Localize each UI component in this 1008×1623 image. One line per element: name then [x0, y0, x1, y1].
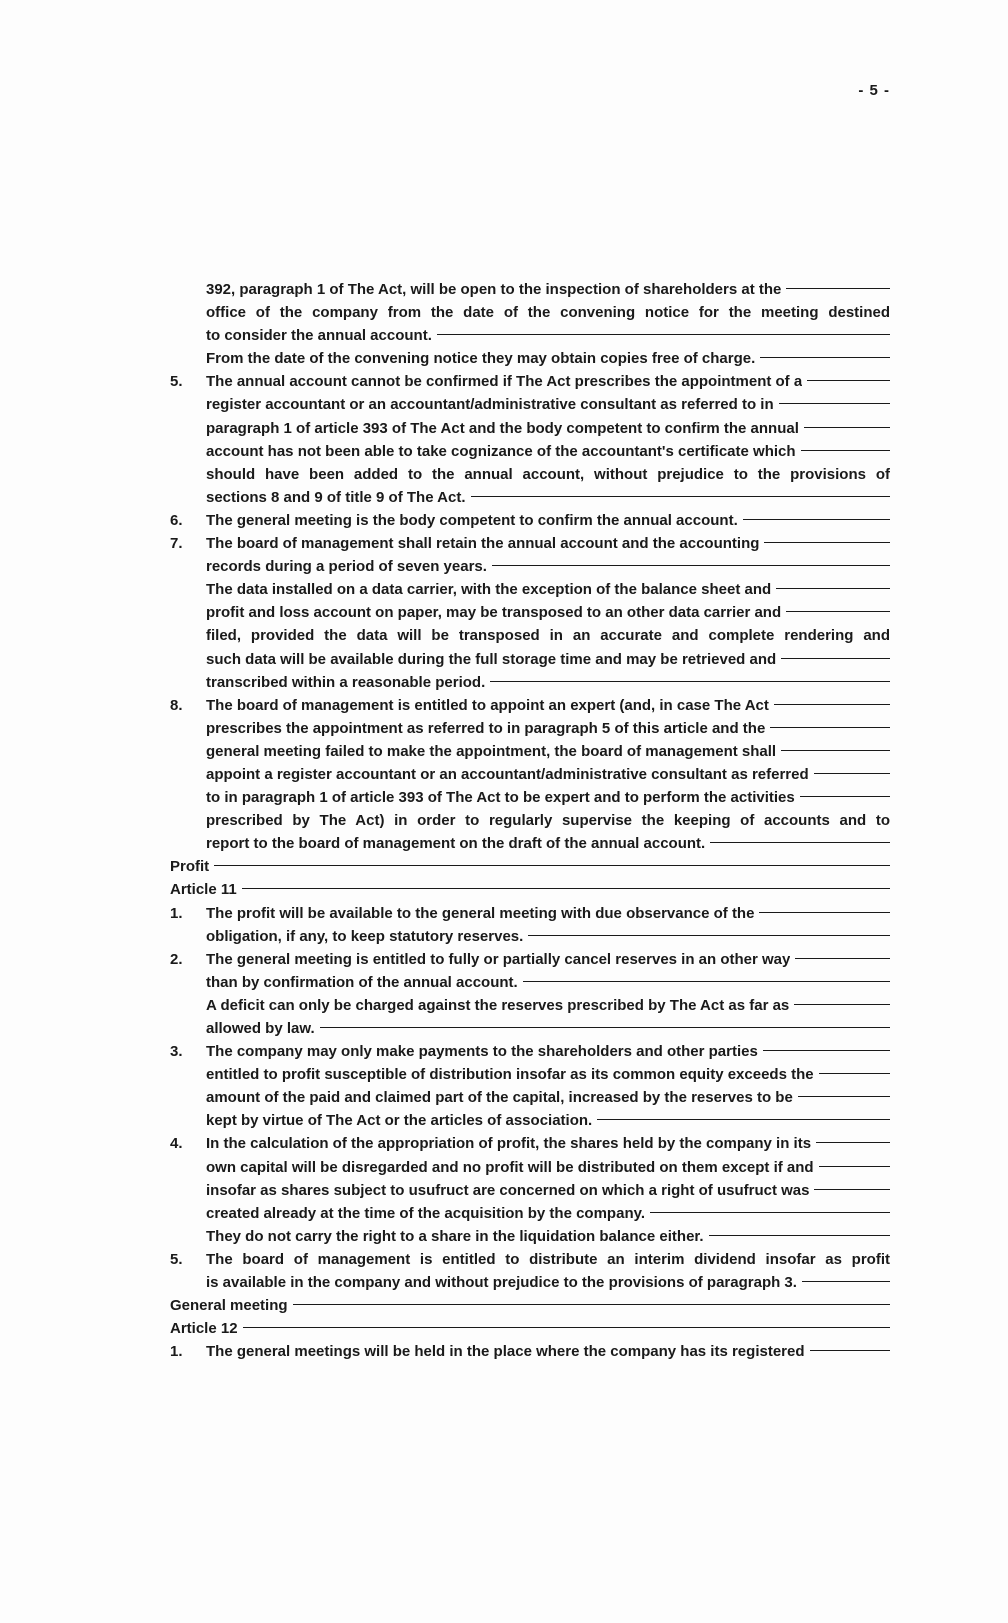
line-text: They do not carry the right to a share in the liquidation balance either. — [206, 1227, 704, 1245]
text-line — [170, 809, 890, 832]
text-line — [170, 1225, 890, 1248]
fill-rule — [759, 912, 890, 913]
text-line — [170, 532, 890, 555]
line-text: 392, paragraph 1 of The Act, will be open to the inspection of shareholders at the — [206, 281, 782, 298]
fill-rule — [800, 796, 890, 797]
text-line — [170, 832, 890, 855]
text-line — [170, 717, 890, 740]
fill-rule — [242, 888, 890, 889]
text-line — [170, 1202, 890, 1225]
line-text: From the date of the convening notice they may obtain copies free of charge. — [206, 350, 756, 368]
line-text: amount of the paid and claimed part of the capital, increased by the reserves to be — [206, 1089, 793, 1107]
line-text: to consider the annual account. — [206, 327, 432, 345]
line-text: such data will be available during the full storage time and may be retrieved and — [206, 650, 777, 668]
line-text: transcribed within a reasonable period. — [206, 673, 486, 691]
paragraph-number: 8. — [170, 696, 183, 714]
line-text: In the calculation of the appropriation of profit, the shares held by the company in its — [206, 1135, 812, 1153]
fill-rule — [786, 611, 890, 612]
text-line — [170, 324, 890, 347]
line-text: general meeting failed to make the appointment, the board of management shall — [206, 742, 777, 760]
paragraph-number: 3. — [170, 1043, 183, 1061]
text-line — [170, 1040, 890, 1063]
heading-text: Article 11 — [170, 881, 237, 899]
line-text: sections 8 and 9 of title 9 of The Act. — [206, 488, 466, 506]
text-line — [170, 278, 890, 301]
text-line — [170, 1179, 890, 1202]
fill-rule — [320, 1027, 890, 1028]
fill-rule — [814, 773, 890, 774]
fill-rule — [819, 1073, 890, 1074]
line-text: The board of management is entitled to distribute an interim dividend insofar as profit — [206, 1250, 890, 1268]
fill-rule — [471, 496, 891, 497]
page-number: - 5 - — [858, 82, 890, 99]
line-text: The board of management shall retain the annual account and the accounting — [206, 535, 760, 553]
text-line — [170, 763, 890, 786]
text-line — [170, 509, 890, 532]
paragraph-number: 7. — [170, 535, 183, 553]
line-text: entitled to profit susceptible of distribution insofar as its common equity exceeds the — [206, 1066, 814, 1084]
fill-rule — [781, 750, 890, 751]
line-text: created already at the time of the acquisition by the company. — [206, 1204, 645, 1222]
line-text: should have been added to the annual account, without prejudice to the provisions of — [206, 465, 890, 483]
fill-rule — [214, 865, 890, 866]
fill-rule — [810, 1350, 890, 1351]
line-text: paragraph 1 of article 393 of The Act and the body competent to confirm the annual — [206, 419, 799, 437]
line-text: office of the company from the date of the convening notice for the meeting destined — [206, 304, 890, 322]
paragraph-number: 5. — [170, 373, 183, 391]
fill-rule — [774, 704, 890, 705]
text-line — [170, 786, 890, 809]
fill-rule — [760, 357, 890, 358]
text-line — [170, 370, 890, 393]
fill-rule — [437, 334, 890, 335]
fill-rule — [743, 519, 890, 520]
line-text: filed, provided the data will be transposed in an accurate and complete rendering and — [206, 627, 890, 645]
fill-rule — [597, 1119, 890, 1120]
text-line — [170, 1340, 890, 1363]
text-line — [170, 694, 890, 717]
section-heading — [170, 878, 890, 901]
section-heading — [170, 1294, 890, 1317]
line-text: The general meeting is the body competent to confirm the annual account. — [206, 511, 738, 529]
text-line — [170, 1248, 890, 1271]
line-text: The board of management is entitled to appoint an expert (and, in case The Act — [206, 696, 769, 714]
text-line — [170, 1156, 890, 1179]
line-text: kept by virtue of The Act or the articles of association. — [206, 1112, 593, 1130]
line-text: prescribed by The Act) in order to regularly supervise the keeping of accounts and to — [206, 812, 890, 830]
heading-text: Article 12 — [170, 1320, 238, 1338]
line-text: report to the board of management on the draft of the annual account. — [206, 835, 706, 853]
fill-rule — [807, 380, 890, 381]
text-line — [170, 948, 890, 971]
fill-rule — [763, 1050, 890, 1051]
paragraph-number: 1. — [170, 1343, 183, 1361]
text-line — [170, 1109, 890, 1132]
line-text: The annual account cannot be confirmed if The Act prescribes the appointment of a — [206, 373, 803, 391]
text-line — [170, 578, 890, 601]
fill-rule — [490, 681, 890, 682]
heading-text: Profit — [170, 858, 210, 876]
text-line — [170, 601, 890, 624]
text-line — [170, 347, 890, 370]
text-line — [170, 624, 890, 647]
fill-rule — [816, 1142, 890, 1143]
text-line — [170, 1017, 890, 1040]
text-line — [170, 555, 890, 578]
text-line — [170, 648, 890, 671]
fill-rule — [802, 1281, 890, 1282]
fill-rule — [786, 288, 890, 289]
text-line — [170, 902, 890, 925]
text-line — [170, 393, 890, 416]
text-line — [170, 671, 890, 694]
document-body — [170, 278, 890, 1363]
line-text: prescribes the appointment as referred to in paragraph 5 of this article and the — [206, 719, 766, 737]
line-text: insofar as shares subject to usufruct are concerned on which a right of usufruct was — [206, 1181, 810, 1199]
line-text: is available in the company and without prejudice to the provisions of paragraph 3. — [206, 1274, 797, 1292]
fill-rule — [492, 565, 890, 566]
line-text: A deficit can only be charged against the reserves prescribed by The Act as far as — [206, 996, 790, 1014]
fill-rule — [770, 727, 890, 728]
text-line — [170, 1086, 890, 1109]
fill-rule — [764, 542, 890, 543]
text-line — [170, 971, 890, 994]
text-line — [170, 440, 890, 463]
text-line — [170, 1132, 890, 1155]
line-text: than by confirmation of the annual account. — [206, 973, 518, 991]
line-text: profit and loss account on paper, may be transposed to an other data carrier and — [206, 604, 782, 622]
fill-rule — [814, 1189, 890, 1190]
line-text: allowed by law. — [206, 1020, 315, 1037]
fill-rule — [794, 1004, 890, 1005]
fill-rule — [710, 842, 890, 843]
text-line — [170, 463, 890, 486]
text-line — [170, 417, 890, 440]
line-text: The data installed on a data carrier, with the exception of the balance sheet and — [206, 581, 772, 599]
paragraph-number: 5. — [170, 1250, 183, 1268]
line-text: records during a period of seven years. — [206, 558, 487, 576]
line-text: account has not been able to take cognizance of the accountant's certificate which — [206, 442, 796, 460]
fill-rule — [650, 1212, 890, 1213]
fill-rule — [776, 588, 890, 589]
paragraph-number: 4. — [170, 1135, 183, 1153]
text-line — [170, 994, 890, 1017]
section-heading — [170, 855, 890, 878]
paragraph-number: 2. — [170, 950, 183, 968]
heading-text: General meeting — [170, 1297, 288, 1315]
fill-rule — [781, 658, 890, 659]
line-text: The profit will be available to the general meeting with due observance of the — [206, 904, 755, 922]
line-text: The general meetings will be held in the place where the company has its registered — [206, 1343, 805, 1361]
text-line — [170, 1271, 890, 1294]
text-line — [170, 1063, 890, 1086]
line-text: The company may only make payments to the shareholders and other parties — [206, 1043, 758, 1061]
fill-rule — [795, 958, 890, 959]
paragraph-number: 1. — [170, 904, 183, 922]
fill-rule — [804, 427, 890, 428]
line-text: own capital will be disregarded and no profit will be distributed on them except if and — [206, 1158, 814, 1176]
fill-rule — [243, 1327, 890, 1328]
text-line — [170, 486, 890, 509]
fill-rule — [819, 1166, 890, 1167]
line-text: to in paragraph 1 of article 393 of The Act to be expert and to perform the activities — [206, 789, 795, 807]
section-heading — [170, 1317, 890, 1340]
fill-rule — [709, 1235, 890, 1236]
fill-rule — [293, 1304, 890, 1305]
fill-rule — [523, 981, 890, 982]
fill-rule — [779, 403, 890, 404]
line-text: appoint a register accountant or an accountant/administrative consultant as referred — [206, 765, 809, 783]
text-line — [170, 740, 890, 763]
text-line — [170, 301, 890, 324]
line-text: obligation, if any, to keep statutory reserves. — [206, 927, 524, 945]
fill-rule — [798, 1096, 890, 1097]
line-text: register accountant or an accountant/administrative consultant as referred to in — [206, 396, 774, 414]
fill-rule — [801, 450, 890, 451]
fill-rule — [528, 935, 890, 936]
text-line — [170, 925, 890, 948]
paragraph-number: 6. — [170, 511, 183, 529]
line-text: The general meeting is entitled to fully or partially cancel reserves in an other way — [206, 950, 791, 968]
